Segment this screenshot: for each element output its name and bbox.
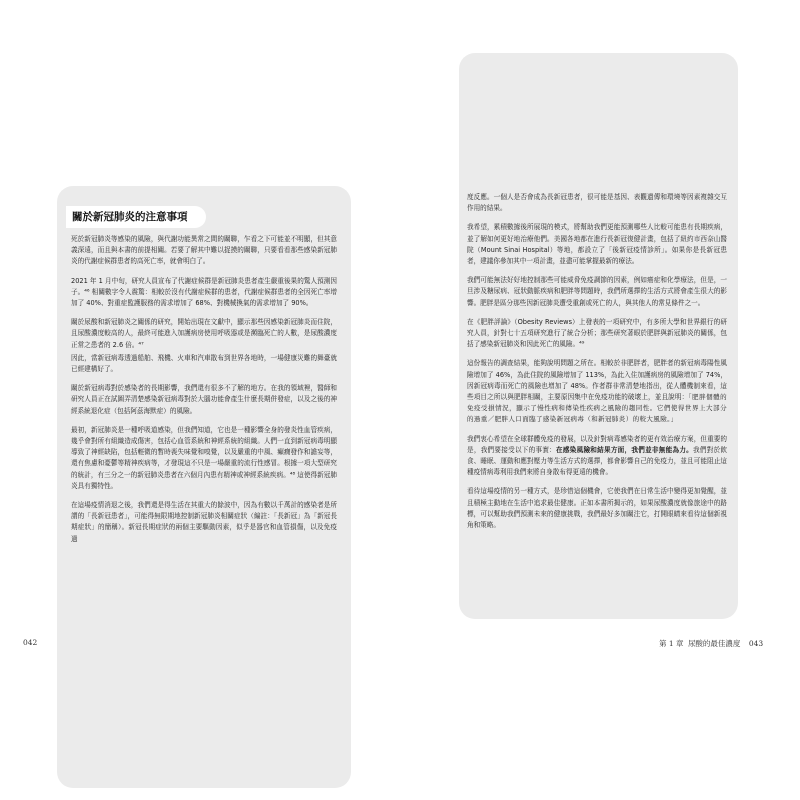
body-paragraph: 因此，當新冠病毒透過船舶、飛機、火車和汽車散布到世界各地時，一場健康災難的舞臺就已經建構好了。	[71, 353, 337, 374]
body-paragraph: 關於尿酸和新冠肺炎之關係的研究，開始出現在文獻中，顯示那些因感染新冠肺炎而住院，且尿酸濃度較高的人，最終可能進入加護病房使用呼吸器或是瀕臨死亡的人數，是尿酸濃度正常之患者的 2.6 倍。⁴⁷	[71, 318, 337, 349]
body-paragraph: 在《肥胖評論》（Obesity Reviews）上發表的一項研究中，有多所大學和世界銀行的研究人員，針對七十五項研究進行了統合分析；那些研究著眼於肥胖與新冠肺炎的關係，包括了感染新冠肺炎和因此死亡的風險。⁴⁹	[467, 317, 727, 349]
page-number-right: 043	[748, 639, 764, 648]
body-paragraph: 看待這場疫情的另一種方式，是珍惜這個機會，它使我們在日常生活中變得更加覺醒，並且積極主動地在生活中追求最佳健康。正如本書所揭示的，如果尿酸濃度就像旅途中的路標，可以幫助我們預測未來的健康挑戰，我們最好多加關注它，打開眼睛來看待這個新視角和策略。	[467, 487, 727, 530]
page-number-left: 042	[23, 638, 38, 647]
body-paragraph: 死於新冠肺炎等感染的風險，與代謝功能異常之間的關聯，乍看之下可能並不明顯，但其意義深遠，而且與本書的前提相關。若要了解其中難以捉摸的關聯，只要看看那些感染新冠肺炎的代謝症候群患者的高死亡率，就會明白了。	[71, 235, 337, 266]
body-paragraph: 最初，新冠肺炎是一種呼吸道感染，但我們知道，它也是一種影響全身的發炎性血管疾病，幾乎會對所有組織造成傷害，包括心血管系統和神經系統的組織。人們一直到新冠病毒明顯導致了神經缺陷，包括輕微的暫時喪失味覺和嗅覺，以及嚴重的中風、癲癇發作和譫妄等，還有焦慮和憂鬱等精神疾病等，才發現這不只是一場嚴重的流行性感冒。根據一項大型研究的統計，有三分之一的新冠肺炎患者在六個月內患有精神或神經系統疾病。⁴⁸ 這使得新冠肺炎具有獨特性。	[71, 425, 337, 490]
left-page-body	[71, 234, 337, 553]
body-paragraph: 我希望，累積數據後所展現的模式，將幫助我們更能預測哪些人比較可能患有長期疾病，並了解如何更好地治療他們。美國各地都在進行長新冠復健計畫，包括了紐約市西奈山醫院（Mount Sinai Hospital）等地，都設立了「後新冠疫情診所」。如果你是長新冠患者，建議你參加其中一項計畫，並盡可能掌握最新的療法。	[467, 223, 727, 266]
lifestyle-text: 我們對於飲食、睡眠、運動和應對壓力等生活方式的選擇，都會影響自己的免疫力，並且可能阻止這種疫情病毒利用我們來將自身散布得更遠的機會。	[467, 445, 728, 477]
emphasis-text: 在感染風險和結果方面，我們並非無能為力。	[556, 445, 694, 454]
hope-text: 我們衷心希望在全球群體免疫的發展，以及針對病毒感染者的更有效治療方案，但重要的是，我們要接受以下的事實：	[467, 434, 727, 454]
right-page-body	[467, 192, 727, 539]
body-paragraph: 我們可能無法好好地控制那些可能威脅免疫調節的因素，例如癌症和化學療法，但是，一旦涉及糖尿病、冠狀動脈疾病和肥胖等問題時，我們所選擇的生活方式將會產生很大的影響。肥胖是區分那些因新冠肺炎遭受重創或死亡的人，與其他人的常見條件之一。	[467, 276, 727, 307]
body-paragraph: 度反應。一個人是否會成為長新冠患者，很可能是基因、表觀遺傳和環境等因素複雜交互作用的結果。	[467, 193, 727, 213]
body-paragraph: 關於新冠病毒對於感染者的長期影響，我們還有很多不了解的地方。在我的領域裡，醫師和研究人員正在試圖弄清楚感染新冠病毒對於大腦功能會產生什麼長期併發症，以及之後的神經系統退化症（包括阿茲海默症）的風險。	[71, 384, 337, 415]
running-head	[659, 638, 763, 649]
body-paragraph: 2021 年 1 月中旬，研究人員宣布了代謝症候群是新冠肺炎患者產生嚴重後果的驚人預測因子。⁴⁶ 相關數字令人震驚：相較於沒有代謝症候群的患者，代謝症候群患者的全因死亡率增加了 40%、對重症監護服務的需求增加了 68%、對機械換氣的需求增加了 90%。	[71, 276, 337, 308]
body-paragraph: 在這場疫情消退之後，我們還是得生活在其重大的餘波中，因為有數以千萬計的感染者是所謂的「長新冠患者」，可能得無限期地控制新冠肺炎相關症狀（編註：「長新冠」為「新冠長期症狀」的簡稱）。新冠長期症狀的兩個主要驅動因素，似乎是器官和血管損傷，以及免疫過	[71, 501, 337, 543]
findings-text: 這份報告的調查結果，能夠說明問題之所在。相較於非肥胖者，肥胖者的新冠病毒陽性風險增加了 46%，為此住院的風險增加了 113%，為此入住加護病房的風險增加了 74%，因新冠病毒而死亡的風險也增加了 48%。作者群非常清楚地指出，從人體機制來看，這些項目之所以與肥胖相關，主要原因集中在免疫功能的破壞上，並且說明：	[467, 359, 727, 402]
body-paragraph	[467, 434, 727, 479]
block-quote: 「肥胖個體的免疫受損情況，顯示了慢性病和傳染性疾病之風險的趨同性。它們使得世界上大部分的過重／肥胖人口面臨了感染新冠病毒（和新冠肺炎）的較大風險。」	[467, 393, 728, 424]
section-title: 關於新冠肺炎的注意事項	[66, 206, 206, 228]
chapter-title: 尿酸的最佳濃度	[687, 639, 741, 648]
chapter-label: 第 1 章	[659, 639, 684, 648]
body-paragraph	[467, 358, 727, 425]
